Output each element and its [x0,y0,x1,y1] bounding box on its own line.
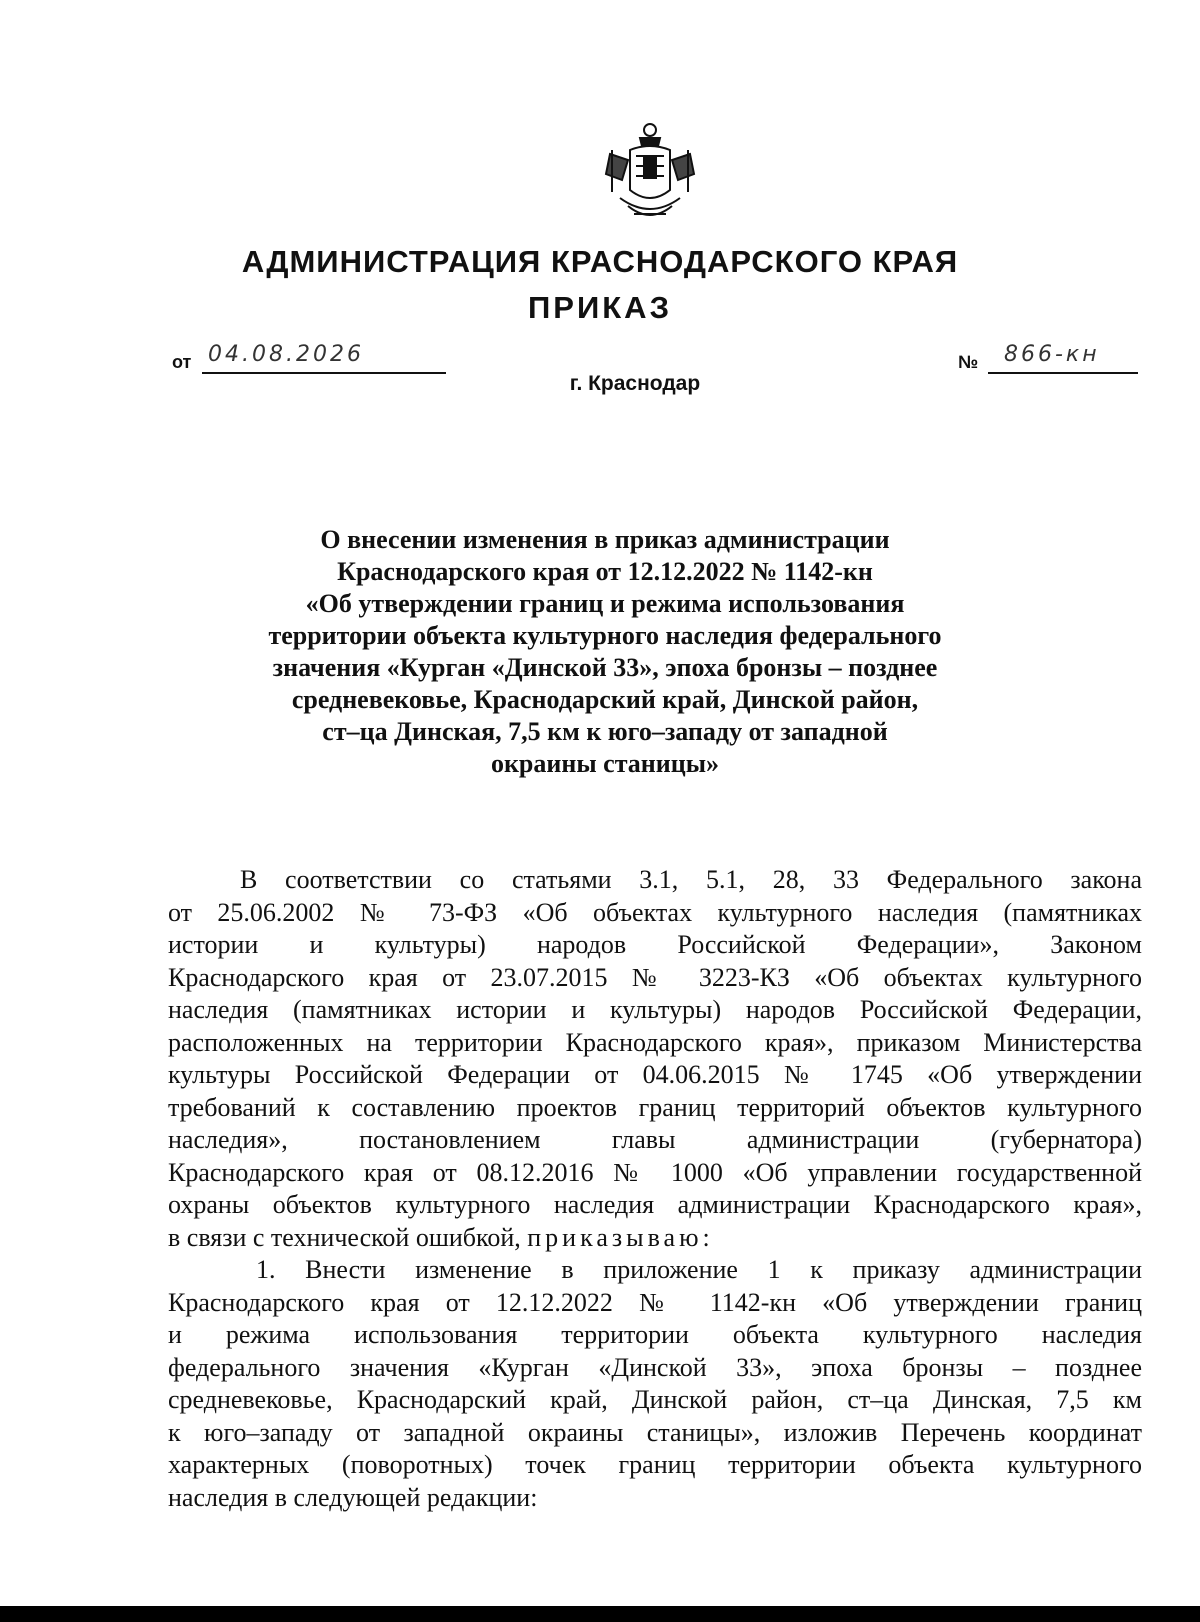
body-line: средневековье, Краснодарский край, Динской район, ст–ца Динская, 7,5 км [168,1385,1142,1414]
body-line: истории и культуры) народов Российской Федерации», Законом [168,930,1142,959]
subject-line: окраины станицы» [490,749,720,778]
document-subject [260,524,950,780]
body-line: Краснодарского края от 23.07.2015 № 3223-КЗ «Об объектах культурного [168,962,1142,992]
handwritten-date: 04.08.2026 [208,342,364,367]
body-line: культуры Российской Федерации от 04.06.2015 № 1745 «Об утверждении [168,1060,1142,1089]
subject-line: Краснодарского края от 12.12.2022 № 1142-кн [337,557,873,586]
body-line: 1. Внести изменение в приложение 1 к приказу администрации [256,1255,1142,1284]
body-line: к юго–западу от западной окраины станицы», изложив Перечень координат [168,1417,1142,1447]
organization-title: АДМИНИСТРАЦИЯ КРАСНОДАРСКОГО КРАЯ [241,244,959,279]
body-line: федерального значения «Курган «Динской 33», эпоха бронзы – позднее [168,1352,1142,1382]
subject-line: ст–ца Динская, 7,5 км к юго–западу от западной [322,717,888,746]
body-line-suffix: : [702,1222,710,1252]
body-line: и режима использования территории объекта культурного наследия [168,1320,1142,1349]
scan-edge-bar [0,1606,1200,1622]
body-line: наследия в следующей редакции: [168,1482,538,1512]
body-line: охраны объектов культурного наследия администрации Краснодарского края», [168,1190,1142,1219]
order-word: приказываю [527,1222,703,1252]
document-type: ПРИКАЗ [528,290,672,325]
subject-line: территории объекта культурного наследия федерального [268,621,942,650]
body-line: наследия (памятниках истории и культуры) народов Российской Федерации, [168,995,1142,1024]
date-label: от [172,352,192,372]
subject-line: О внесении изменения в приказ администрации [320,525,890,554]
body-line: расположенных на территории Краснодарского края», приказом Министерства [168,1027,1142,1057]
subject-line: средневековье, Краснодарский край, Динской район, [291,685,919,714]
number-label: № [958,352,979,372]
handwritten-number: 866-кн [1004,342,1100,367]
body-line: от 25.06.2002 № 73-ФЗ «Об объектах культурного наследия (памятниках [168,897,1142,927]
body-line-final [168,1222,1142,1255]
body-line-prefix: в связи с технической ошибкой, [168,1222,528,1252]
document-body [168,864,1142,1514]
body-line: Краснодарского края от 08.12.2016 № 1000 «Об управлении государственной [168,1157,1142,1187]
body-line: наследия», постановлением главы администрации (губернатора) [168,1125,1142,1154]
body-line: характерных (поворотных) точек границ территории объекта культурного [168,1450,1142,1479]
coat-of-arms-icon [600,120,700,228]
subject-line: «Об утверждении границ и режима использования [305,589,905,618]
body-line: Краснодарского края от 12.12.2022 № 1142-кн «Об утверждении границ [168,1287,1142,1317]
body-line: В соответствии со статьями 3.1, 5.1, 28, 33 Федерального закона [240,865,1142,894]
body-line: требований к составлению проектов границ территорий объектов культурного [168,1092,1142,1122]
city: г. Краснодар [569,372,701,395]
subject-line: значения «Курган «Динской 33», эпоха бронзы – позднее [272,653,938,682]
